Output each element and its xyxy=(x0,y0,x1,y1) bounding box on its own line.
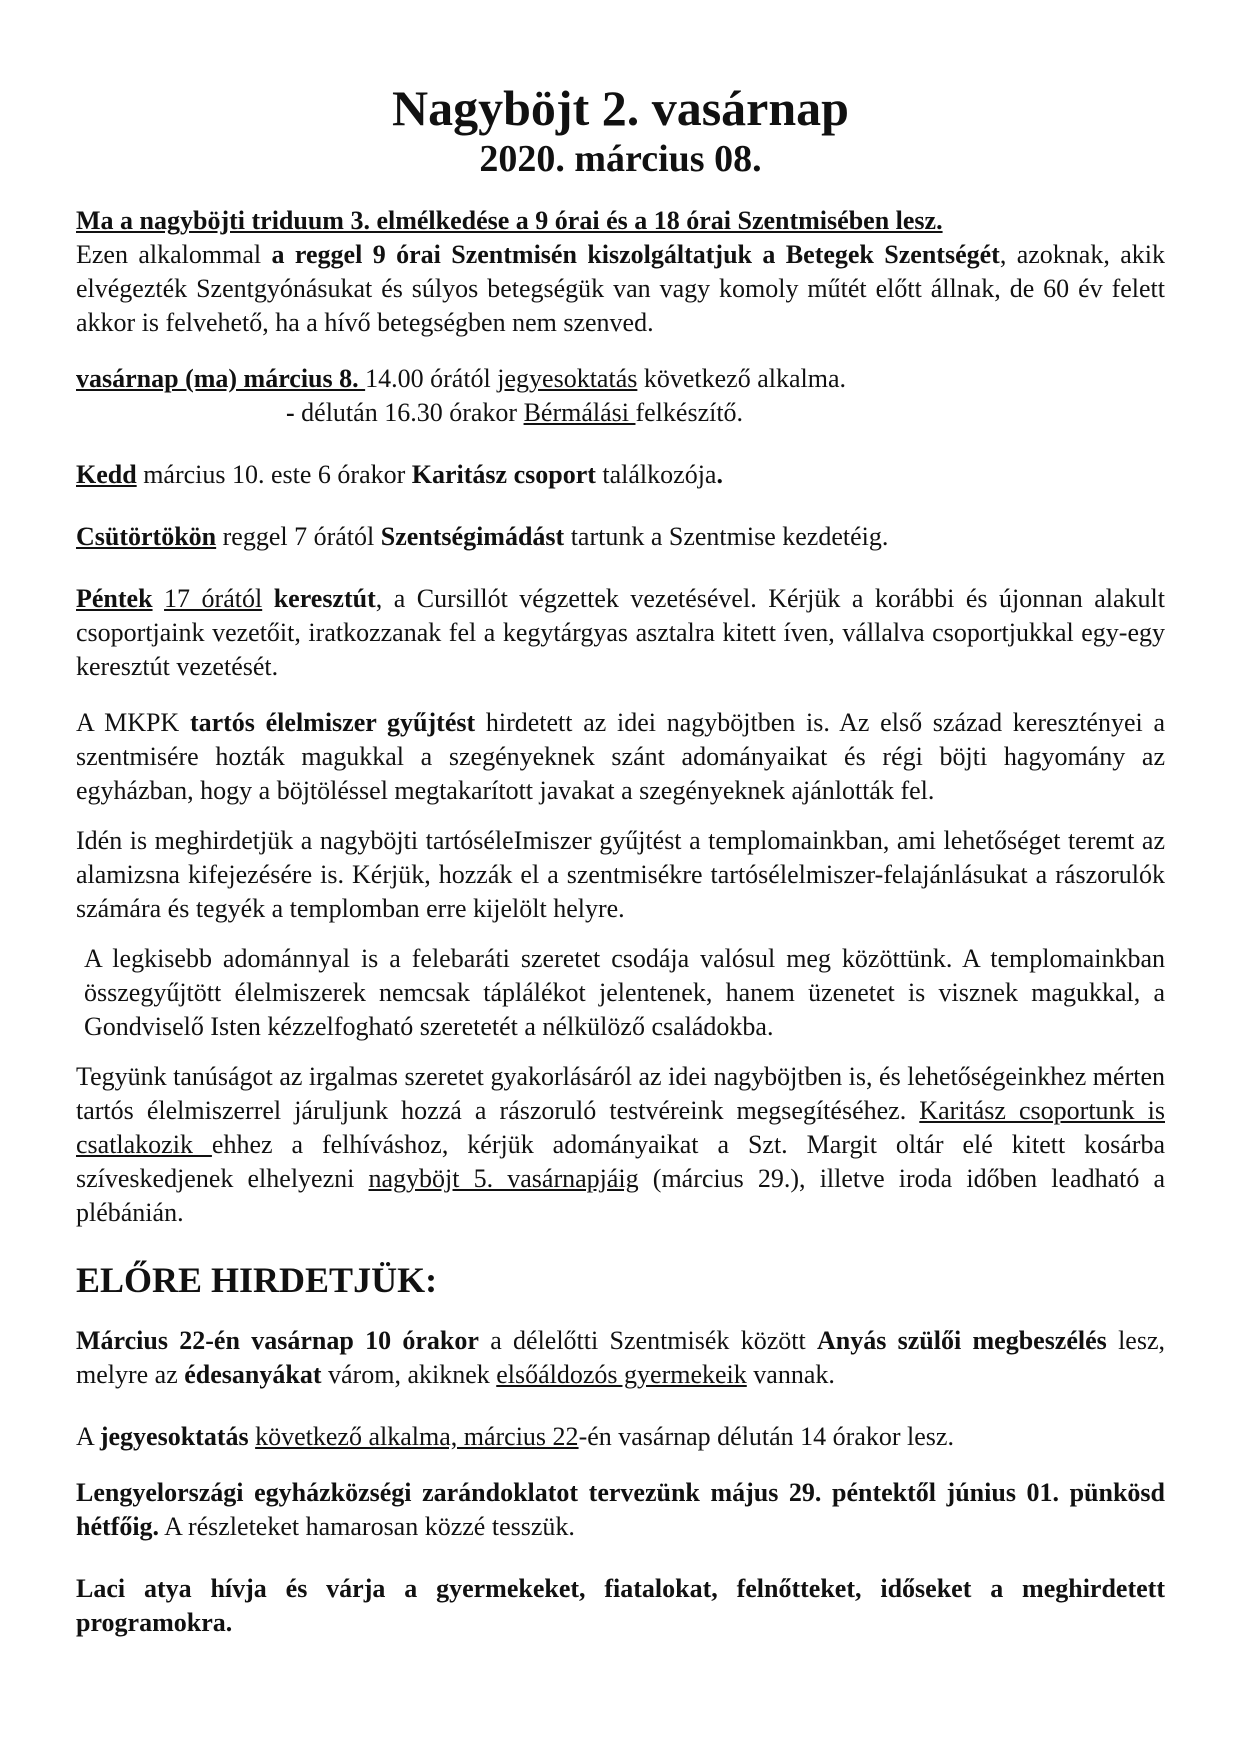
upcoming-heading: ELŐRE HIRDETJÜK: xyxy=(76,1260,438,1300)
jegyesoktatas-link[interactable]: jegyesoktatás xyxy=(497,364,638,393)
tuesday-notice: Kedd március 10. este 6 órakor Karitász csoport találkozója. xyxy=(76,460,723,489)
karitasz-link[interactable]: Karitász csoportunk is csatlakozik xyxy=(76,1096,1165,1159)
witness-paragraph: Tegyünk tanúságot az irgalmas szeretet gyakorlásáról az idei nagyböjtben is, és lehetőségeinkhez mérten tartós élelmiszerrel járuljunk hozzá a rászoruló testvéreink megsegítéséhez. Karitász csoportunk is csatlakozik ehhez a felhíváshoz, kérjük adományaikat a Szt. Margit oltár elé kitett kosárba szíveskedjenek elhelyezni nagyböjt 5. vasárnapjáig (március 29.), illetve iroda időben leadható a plébánián. xyxy=(76,1062,1166,1227)
nagyböjt-5-link[interactable]: nagyböjt 5. vasárnapjáig xyxy=(368,1164,639,1193)
kovetkezo-alkalom-link[interactable]: következő alkalma, március 22 xyxy=(255,1422,579,1451)
sunday-notice: vasárnap (ma) március 8. 14.00 órától jegyesoktatás következő alkalma. xyxy=(76,364,846,393)
thursday-notice: Csütörtökön reggel 7 órától Szentségimádást tartunk a Szentmise kezdetéig. xyxy=(76,522,889,551)
bermalasi-link[interactable]: Bérmálási xyxy=(523,398,636,427)
friday-time-link[interactable]: 17 órától xyxy=(164,584,263,613)
sunday-label: vasárnap (ma) március 8. xyxy=(76,364,366,393)
mkpk-paragraph: A MKPK tartós élelmiszer gyűjtést hirdetett az idei nagyböjtben is. Az első század keresztényei a szentmisére hozták magukkal a szegényeknek szánt adományaikat és régi böjti hagyomány az egyházban, hogy a böjtöléssel megtakarított javakat a szegényeknek ajánlották fel. xyxy=(76,708,1165,805)
upcoming-jegyesoktatas: A jegyesoktatás következő alkalma, március 22-én vasárnap délután 14 órakor lesz. xyxy=(76,1422,954,1451)
donation-paragraph: A legkisebb adománnyal is a felebaráti szeretet csodája valósul meg közöttünk. A templomainkban összegyűjtött élelmiszerek nemcsak táplálékot jelentenek, hanem üzenetet is visznek magukkal, a Gondviselő Isten kézzelfogható szeretetét a nélkülöző családokba. xyxy=(84,944,1165,1041)
friday-notice: Péntek 17 órától keresztút, a Cursillót végzettek vezetésével. Kérjük a korábbi és újonnan alakult csoportjaink vezetőit, iratkozzanak fel a kegytárgyas asztalra kitett íven, vállalva csoportjukkal egy-egy keresztút vezetését. xyxy=(76,584,1166,681)
betegek-szentsege-text: a reggel 9 órai Szentmisén kiszolgáltatjuk a Betegek Szentségét xyxy=(271,240,1000,269)
sunday-notice-line2: - délután 16.30 órakor Bérmálási felkészítő. xyxy=(286,398,744,427)
friday-label: Péntek xyxy=(76,584,153,613)
triduum-paragraph: Ezen alkalommal a reggel 9 órai Szentmisén kiszolgáltatjuk a Betegek Szentségét, azoknak, akik elvégezték Szentgyónásukat és súlyos betegségük van vagy komoly műtét előtt állnak, de 60 év felett akkor is felvehető, ha a hívő betegségben nem szenved. xyxy=(76,240,1166,337)
thursday-label: Csütörtökön xyxy=(76,522,217,551)
page-date: 2020. március 08. xyxy=(479,138,762,180)
elsoaldozos-link[interactable]: elsőáldozós gyermekeik xyxy=(496,1360,747,1389)
collection-paragraph: Idén is meghirdetjük a nagyböjti tartóséleImiszer gyűjtést a templomainkban, ami lehetőséget teremt az alamizsna kifejezésére is. Kérjük, hozzák el a szentmisékre tartósélelmiszer-felajánlásukat a rászorulók számára és tegyék a templomban erre kijelölt helyre. xyxy=(76,826,1165,923)
page-title: Nagyböjt 2. vasárnap xyxy=(392,80,849,136)
upcoming-mothers-meeting: Március 22-én vasárnap 10 órakor a délelőtti Szentmisék között Anyás szülői megbeszélés lesz, melyre az édesanyákat várom, akiknek elsőáldozós gyermekeik vannak. xyxy=(76,1326,1165,1389)
upcoming-invitation: Laci atya hívja és várja a gyermekeket, fiatalokat, felnőtteket, időseket a meghirdetett programokra. xyxy=(76,1574,1165,1637)
upcoming-pilgrimage: Lengyelországi egyházközségi zarándoklatot tervezünk május 29. péntektől június 01. pünkösd hétfőig. A részleteket hamarosan közzé tesszük. xyxy=(76,1478,1165,1541)
triduum-headline: Ma a nagyböjti triduum 3. elmélkedése a 9 órai és a 18 órai Szentmisében lesz. xyxy=(76,206,943,235)
tuesday-label: Kedd xyxy=(76,460,137,489)
